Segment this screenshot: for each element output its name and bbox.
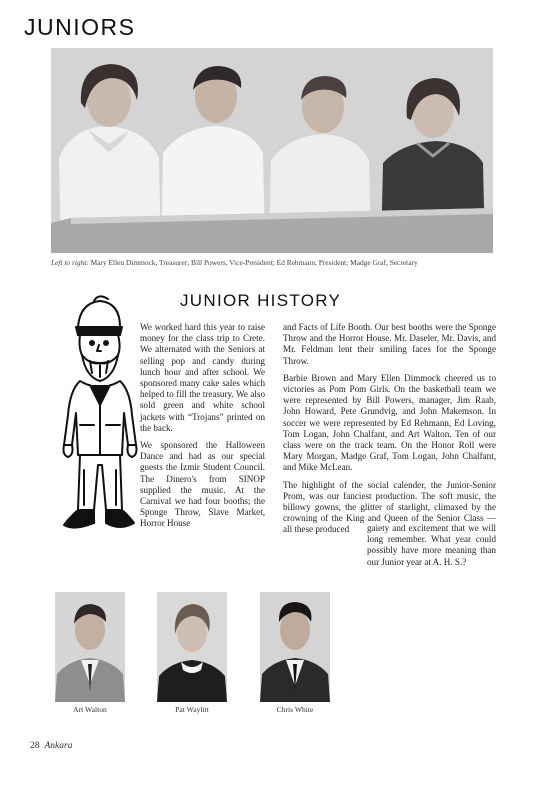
history-heading: JUNIOR HISTORY <box>180 291 342 310</box>
page-footer <box>30 741 72 751</box>
portrait-name: Chris White <box>276 705 314 714</box>
trojan-mascot-illustration <box>50 295 140 545</box>
portrait-photo-white <box>260 592 330 702</box>
history-paragraph: We sponsored the Halloween Dance and had as our special guests the Izmir Student Council. The Dinero's from SINOP supplied the music. At the Carnival we had four booths; the Sponge Throw, Slave Market, Horror House <box>140 440 265 529</box>
caption-lead: Left to right: <box>51 258 89 267</box>
portrait-name: Art Walton <box>73 705 107 714</box>
section-title: JUNIORS <box>24 14 136 40</box>
history-left-column <box>140 322 265 536</box>
history-right-column <box>283 322 496 542</box>
portrait-name: Pat Waylitt <box>175 705 209 714</box>
photo-caption <box>51 258 493 267</box>
history-paragraph: Barbie Brown and Mary Ellen Dimmock cheered us to victories as Pom Pom Girls. On the basketball team we were represented by Bill Powers, manager, Jim Raab, John Howard, Pete Grundvig, and John Makemson. In soccer we were represented by Ed Rehmann, Ed Loving, Tom Logan, John Chalfant, and Art Walton. Ten of our class were on the track team. On the Honor Roll were Mary Morgan, Madge Graf, Tom Logan, John Chalfant, and Mike McLean. <box>283 372 496 473</box>
portrait-photo-walton <box>55 592 125 702</box>
page-number: 28 <box>30 741 40 751</box>
history-paragraph: We worked hard this year to raise money for the class trip to Crete. We alternated with the Seniors at selling pop and candy during lunch hour and after school. We sponsored many cake sales which helped to fill the treasury. We also sold green and white school jackets with “Trojans” printed on the back. <box>140 322 265 433</box>
history-paragraph: The highlight of the social calender, the Junior-Senior Prom, was our fanciest production. The soft music, the billowy gowns, the glitter of starlight, climaxed by the crowning of the King and Queen of the Senior Class — all these produced <box>283 479 496 535</box>
history-paragraph: and Facts of Life Booth. Our best booths were the Sponge Throw and the Horror House. Mr. Daseler, Mr. Davis, and Mr. Feldman lent their smiling faces for the Sponge Throw. <box>283 322 496 366</box>
group-photo <box>51 48 493 253</box>
book-title: Ankara <box>44 741 73 751</box>
history-right-column-tail: gaiety and excitement that we will long remember. What year could possibly have more meaning than our Junior year at A. H. S.? <box>367 523 496 567</box>
portrait-photo-waylitt <box>157 592 227 702</box>
caption-text: Mary Ellen Dimmock, Treasurer; Bill Powers, Vice-President; Ed Rehmann, President; Madge Graf, Secretary <box>90 258 418 267</box>
